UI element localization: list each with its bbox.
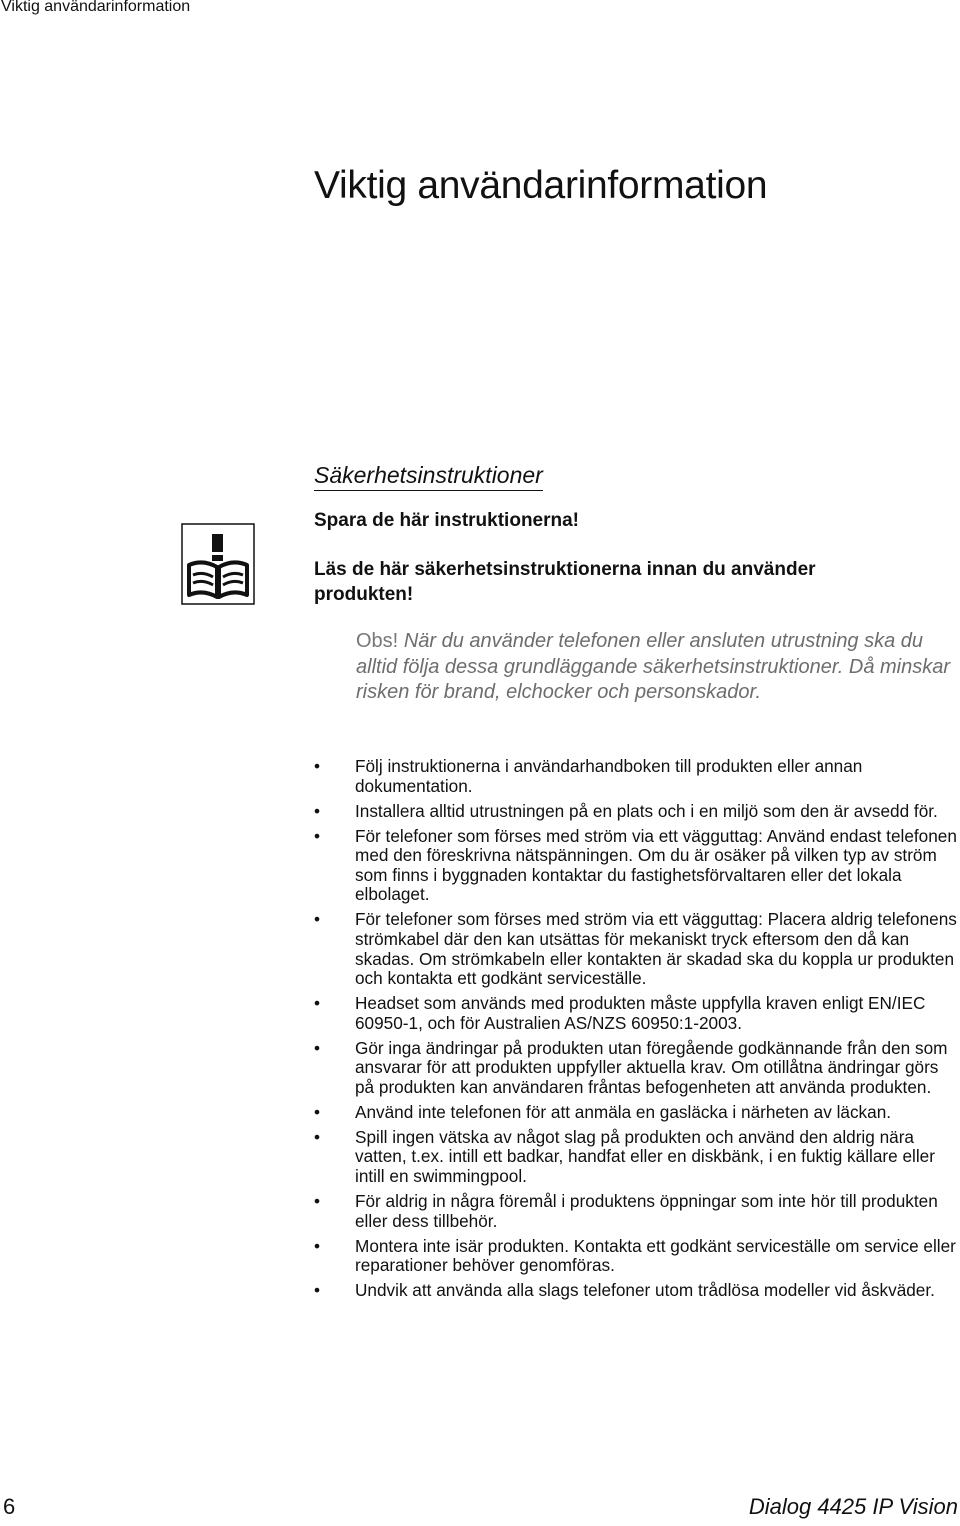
bullet-icon: •: [314, 1280, 321, 1301]
bullet-icon: •: [314, 825, 321, 846]
bullet-icon: •: [314, 1037, 321, 1058]
page-number: 6: [3, 1494, 16, 1519]
rule-text: För telefoner som förses med ström via ett vägguttag: Använd endast telefonen med den föreskrivna nätspänningen. Om du är osäker på vilken typ av ström som finns i byggnaden kontaktar du fastighetsförvaltaren eller det lokala elbolaget.: [355, 825, 957, 905]
list-item: [314, 1192, 960, 1231]
bullet-icon: •: [314, 1126, 321, 1147]
note-label: Obs!: [356, 630, 399, 652]
section-heading: Säkerhetsinstruktioner: [314, 460, 543, 491]
bullet-icon: •: [314, 1101, 321, 1122]
list-item: [314, 757, 960, 796]
rule-text: Använd inte telefonen för att anmäla en gasläcka i närheten av läckan.: [355, 1101, 892, 1122]
note-text: När du använder telefonen eller ansluten utrustning ska du alltid följa dessa grundläggande säkerhetsinstruktioner. Då minskar risken för brand, elchocker och personskador.: [356, 630, 951, 703]
list-item: [314, 910, 960, 988]
rule-text: Spill ingen vätska av något slag på produkten och använd den aldrig nära vatten, t.ex. intill ett badkar, handfat eller en diskbänk, i en fuktig källare eller intill en swimmingpool.: [355, 1126, 935, 1187]
list-item: [314, 994, 960, 1033]
warning-book-icon: [181, 523, 255, 605]
product-name: Dialog 4425 IP Vision: [748, 1494, 958, 1519]
bullet-icon: •: [314, 800, 321, 821]
bullet-icon: •: [314, 1235, 321, 1256]
rule-text: Följ instruktionerna i användarhandboken till produkten eller annan dokumentation.: [355, 756, 863, 796]
rule-text: Headset som används med produkten måste uppfylla kraven enligt EN/IEC 60950-1, och för Australien AS/NZS 60950:1-2003.: [355, 993, 926, 1033]
note-paragraph: [356, 629, 956, 706]
bullet-icon: •: [314, 756, 321, 776]
safety-rules-list: [314, 757, 960, 1306]
read-instructions-line-2: produkten!: [314, 584, 414, 605]
bullet-icon: •: [314, 1191, 321, 1211]
list-item: [314, 1103, 960, 1123]
rule-text: Gör inga ändringar på produkten utan föregående godkännande från den som ansvarar för att produkten uppfyller aktuella krav. Om otillåtna ändringar görs på produkten kan användaren fråntas befogenheten att använda produkten.: [355, 1037, 948, 1097]
list-item: [314, 827, 960, 905]
bullet-icon: •: [314, 909, 321, 930]
page-title: Viktig användarinformation: [314, 164, 768, 207]
list-item: [314, 1237, 960, 1276]
list-item: [314, 1039, 960, 1098]
rule-text: Montera inte isär produkten. Kontakta ett godkänt serviceställe om service eller reparationer behöver genomföras.: [355, 1235, 956, 1276]
list-item: [314, 1281, 960, 1301]
rule-text: För aldrig in några föremål i produktens öppningar som inte hör till produkten eller dess tillbehör.: [355, 1191, 938, 1231]
running-header: Viktig användarinformation: [1, 0, 191, 15]
save-instructions-line: Spara de här instruktionerna!: [314, 510, 580, 531]
rule-text: För telefoner som förses med ström via ett vägguttag: Placera aldrig telefonens strömkabel där den kan utsättas för mekaniskt tryck eftersom den då kan skadas. Om strömkabeln eller kontakten är skadad ska du koppla ur produkten och kontakta ett godkänt serviceställe.: [355, 909, 957, 989]
list-item: [314, 802, 960, 822]
bullet-icon: •: [314, 993, 321, 1014]
rule-text: Undvik att använda alla slags telefoner utom trådlösa modeller vid åskväder.: [355, 1280, 935, 1301]
list-item: [314, 1128, 960, 1187]
read-instructions-line-1: Läs de här säkerhetsinstruktionerna innan du använder: [314, 559, 816, 580]
rule-text: Installera alltid utrustningen på en plats och i en miljö som den är avsedd för.: [355, 800, 938, 821]
